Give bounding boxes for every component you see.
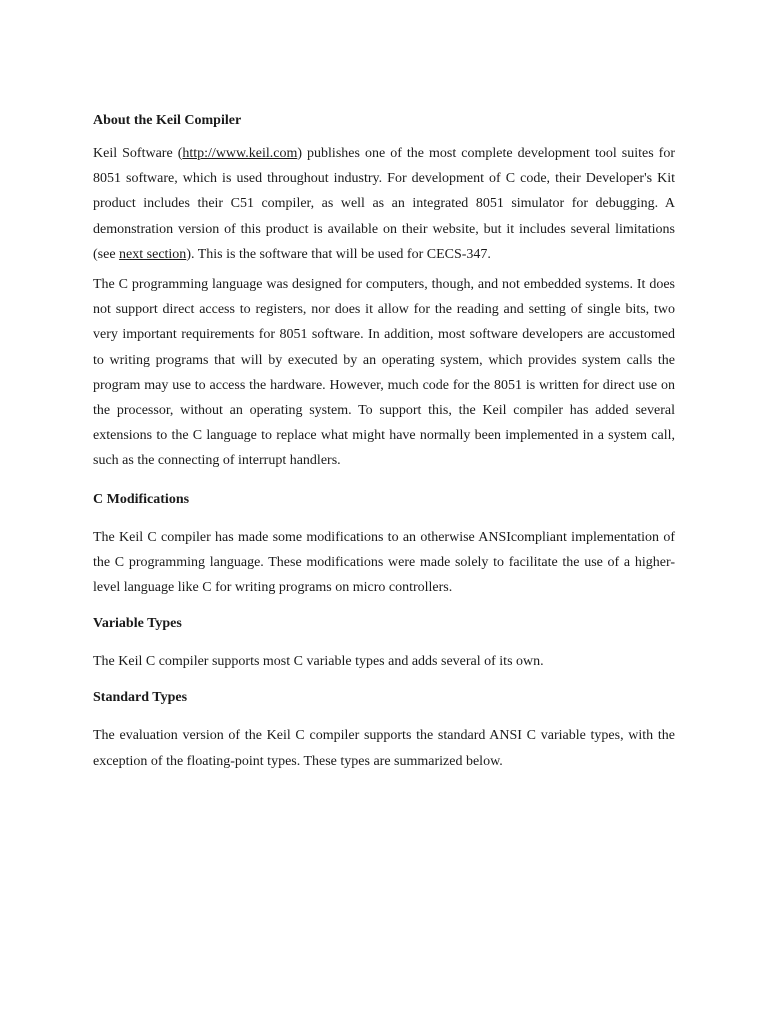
section-heading-about: About the Keil Compiler <box>93 113 242 128</box>
section-heading-standard-types: Standard Types <box>93 690 188 706</box>
paragraph-text: Keil Software ( <box>93 146 183 161</box>
document-body <box>93 112 675 774</box>
section-heading-variable-types: Variable Types <box>93 616 182 632</box>
section-heading-c-modifications: C Modifications <box>93 491 190 507</box>
paragraph-c-modifications: The Keil C compiler has made some modifications to an otherwise ANSIcompliant implementation of the C programming language. These modifications were made solely to facilitate the use of a higher-level language like C for writing programs on micro controllers. <box>93 529 675 596</box>
keil-website-link[interactable]: http://www.keil.com <box>182 146 298 161</box>
paragraph-variable-types: The Keil C compiler supports most C variable types and adds several of its own. <box>93 654 544 670</box>
paragraph-standard-types: The evaluation version of the Keil C compiler supports the standard ANSI C variable types, with the exception of the floating-point types. These types are summarized below. <box>93 728 675 769</box>
paragraph-keil-software <box>93 141 675 267</box>
paragraph-text: ). This is the software that will be used for CECS-347. <box>186 246 491 262</box>
paragraph-text: ) publishes one of the most complete development tool suites for 8051 software, which is used throughout industry. For development of C code, their Developer's Kit product includes their C51 compiler, as well as an integrated 8051 simulator for debugging. A demonstration version of this product is available on their website, but it includes several limitations (see <box>93 146 676 262</box>
next-section-link[interactable]: next section <box>119 246 187 262</box>
paragraph-c-language: The C programming language was designed for computers, though, and not embedded systems. It does not support direct access to registers, nor does it allow for the reading and setting of single bits, two very important requirements for 8051 software. In addition, most software developers are accustomed to writing programs that will by executed by an operating system, which provides system calls the program may use to access the hardware. However, much code for the 8051 is written for direct use on the processor, without an operating system. To support this, the Keil compiler has added several extensions to the C language to replace what might have normally been implemented in a system call, such as the connecting of interrupt handlers. <box>93 277 675 469</box>
